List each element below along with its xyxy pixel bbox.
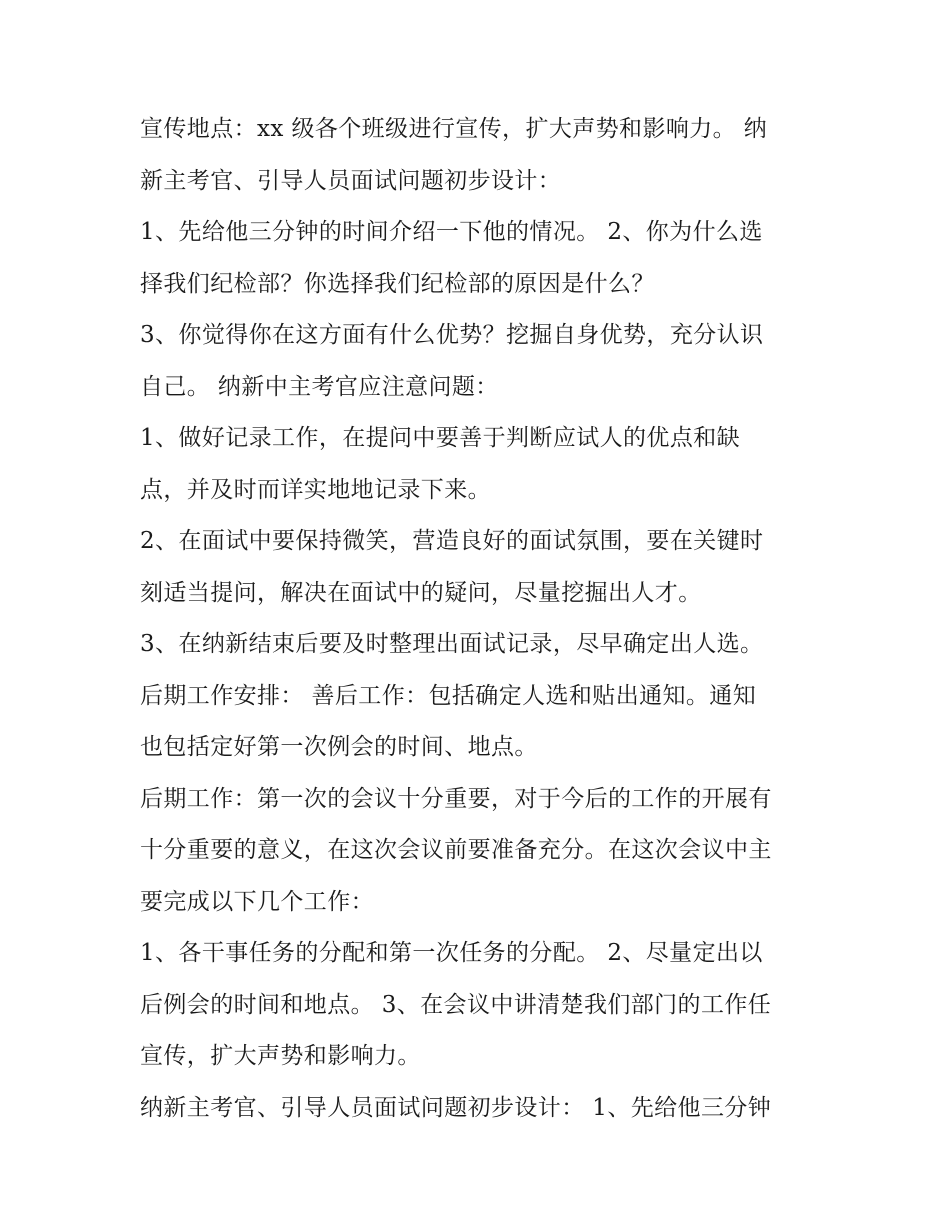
text-line: 刻适当提问，解决在面试中的疑问，尽量挖掘出人才。 <box>140 579 702 606</box>
text-line: 1、先给他三分钟的时间介绍一下他的情况。 2、你为什么选 <box>140 219 763 245</box>
text-line: 1、各干事任务的分配和第一次任务的分配。 2、尽量定出以 <box>140 940 763 966</box>
text-line: 后期工作：第一次的会议十分重要，对于今后的工作的开展有 <box>140 785 772 812</box>
text-line: 也包括定好第一次例会的时间、地点。 <box>140 734 538 760</box>
text-line: 纳新主考官、引导人员面试问题初步设计： 1、先给他三分钟 <box>140 1094 772 1121</box>
text-line: 后期工作安排： 善后工作：包括确定人选和贴出通知。通知 <box>140 682 757 709</box>
text-line: 十分重要的意义，在这次会议前要准备充分。在这次会议中主 <box>140 837 772 863</box>
text-line: 点，并及时而详实地地记录下来。 <box>140 476 491 503</box>
text-line: 3、你觉得你在这方面有什么优势？挖掘自身优势，充分认识 <box>140 322 764 348</box>
text-line: 自己。 纳新中主考官应注意问题： <box>140 373 499 400</box>
document-body <box>140 104 830 1134</box>
text-line: 择我们纪检部？你选择我们纪检部的原因是什么？ <box>140 270 655 297</box>
text-line: 要完成以下几个工作： <box>140 888 374 915</box>
text-line: 后例会的时间和地点。 3、在会议中讲清楚我们部门的工作任 <box>140 991 772 1018</box>
text-line: 2、在面试中要保持微笑，营造良好的面试氛围，要在关键时 <box>140 528 764 554</box>
text-line: 1、做好记录工作，在提问中要善于判断应试人的优点和缺 <box>140 425 741 451</box>
text-line: 宣传，扩大声势和影响力。 <box>140 1043 421 1069</box>
text-line: 3、在纳新结束后要及时整理出面试记录，尽早确定出人选。 <box>140 631 764 657</box>
text-line: 新主考官、引导人员面试问题初步设计： <box>140 167 562 194</box>
text-line: 宣传地点：xx 级各个班级进行宣传，扩大声势和影响力。 纳 <box>140 116 768 142</box>
